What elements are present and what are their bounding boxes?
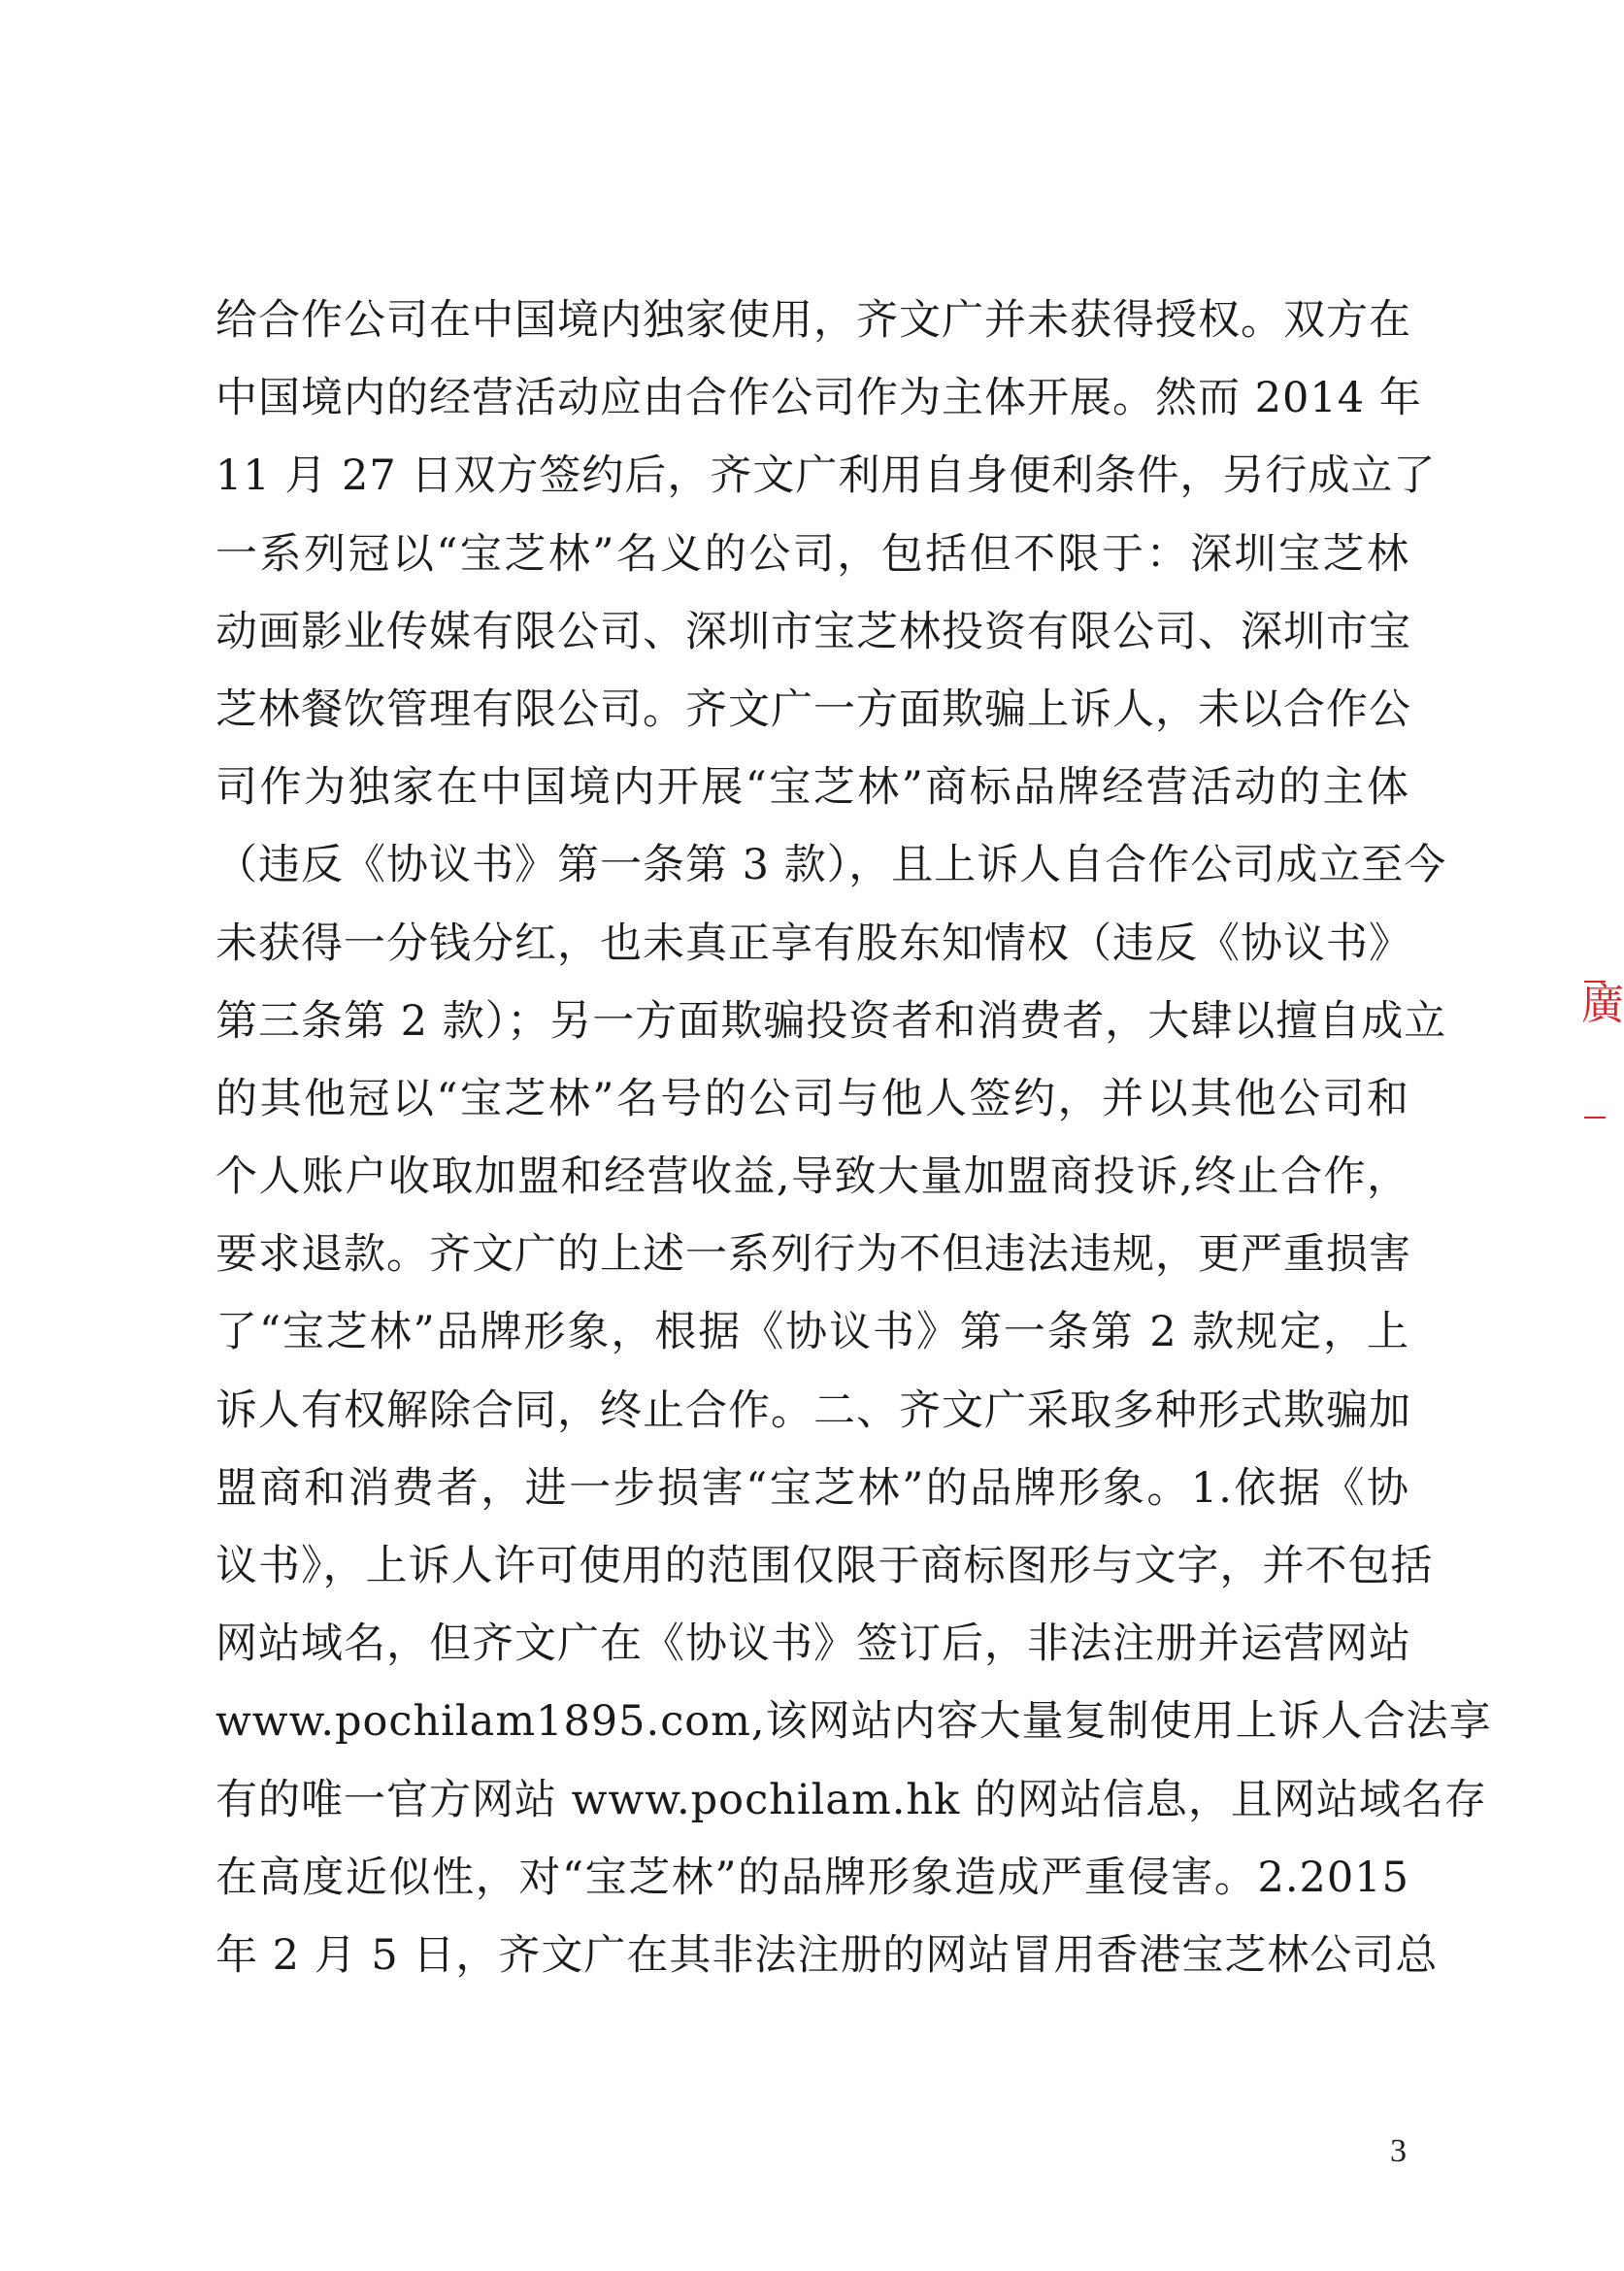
text-line: 在高度近似性，对“宝芝林”的品牌形象造成严重侵害。2.2015 xyxy=(215,1853,1409,1902)
text-line: 盟商和消费者，进一步损害“宝芝林”的品牌形象。1.依据《协 xyxy=(215,1463,1409,1513)
text-line: （违反《协议书》第一条第 3 款），且上诉人自合作公司成立至今 xyxy=(215,841,1447,890)
text-line: 要求退款。齐文广的上述一系列行为不但违法违规，更严重损害 xyxy=(215,1230,1411,1280)
text-line: 第三条第 2 款）；另一方面欺骗投资者和消费者，大肆以擅自成立 xyxy=(215,996,1447,1046)
seal-mark xyxy=(1584,1117,1606,1119)
text-line: 动画影业传媒有限公司、深圳市宝芝林投资有限公司、深圳市宝 xyxy=(215,607,1411,656)
text-line: 未获得一分钱分红，也未真正享有股东知情权（违反《协议书》 xyxy=(215,918,1411,968)
text-line: 芝林餐饮管理有限公司。齐文广一方面欺骗上诉人，未以合作公 xyxy=(215,685,1411,734)
text-line: 的其他冠以“宝芝林”名号的公司与他人签约，并以其他公司和 xyxy=(215,1074,1409,1123)
text-line: 11 月 27 日双方签约后，齐文广利用自身便利条件，另行成立了 xyxy=(215,451,1437,501)
document-body xyxy=(215,282,1492,1994)
text-line: 给合作公司在中国境内独家使用，齐文广并未获得授权。双方在 xyxy=(215,296,1411,345)
text-line: 诉人有权解除合同，终止合作。二、齐文广采取多种形式欺骗加 xyxy=(215,1386,1411,1435)
text-line: www.pochilam1895.com,该网站内容大量复制使用上诉人合法享 xyxy=(215,1697,1492,1747)
text-line: 中国境内的经营活动应由合作公司作为主体开展。然而 2014 年 xyxy=(215,374,1422,423)
text-line: 了“宝芝林”品牌形象，根据《协议书》第一条第 2 款规定，上 xyxy=(215,1308,1409,1357)
text-line: 议书》，上诉人许可使用的范围仅限于商标图形与文字，并不包括 xyxy=(215,1542,1434,1590)
text-line: 一系列冠以“宝芝林”名义的公司，包括但不限于：深圳宝芝林 xyxy=(215,529,1409,579)
text-line: 个人账户收取加盟和经营收益,导致大量加盟商投诉,终止合作， xyxy=(215,1152,1409,1202)
text-line: 网站域名，但齐文广在《协议书》签订后，非法注册并运营网站 xyxy=(215,1620,1411,1669)
text-line: 有的唯一官方网站 www.pochilam.hk 的网站信息，且网站域名存 xyxy=(215,1775,1487,1824)
text-line: 司作为独家在中国境内开展“宝芝林”商标品牌经营活动的主体 xyxy=(215,763,1409,813)
text-line: 年 2 月 5 日，齐文广在其非法注册的网站冒用香港宝芝林公司总 xyxy=(215,1930,1439,1980)
page-number: 3 xyxy=(1390,2133,1407,2169)
seal-stamp: 廣 xyxy=(1581,980,1624,1029)
